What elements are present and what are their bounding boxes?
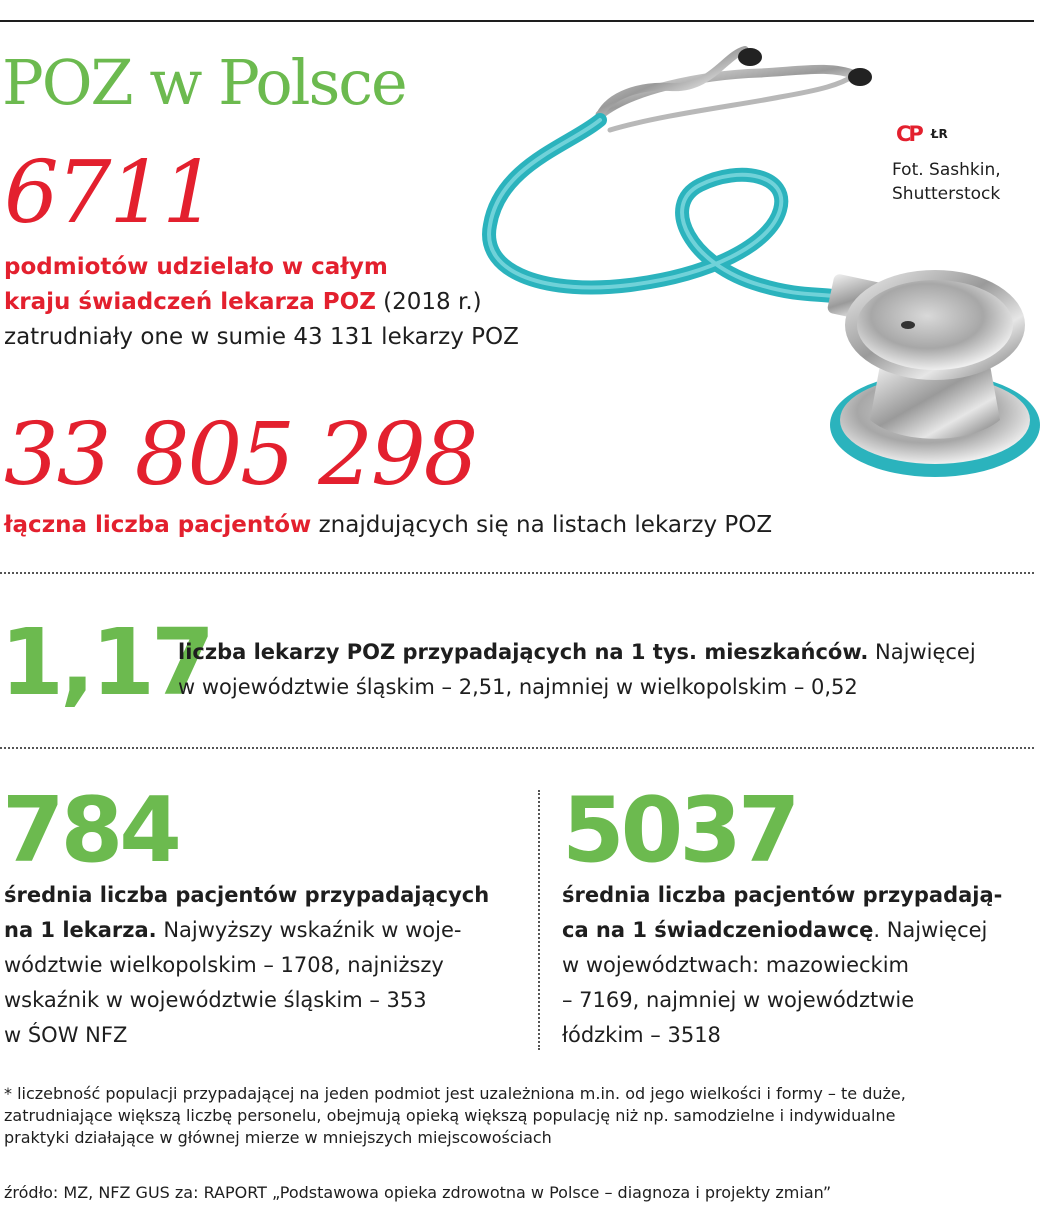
logo-mark: CP: [896, 122, 921, 146]
ppd-line1: średnia liczba pacjentów przypadających: [4, 883, 490, 907]
ppd-line5: w ŚOW NFZ: [4, 1023, 128, 1047]
ppp-line3: w województwach: mazowieckim: [562, 953, 910, 977]
page-title: POZ w Polsce: [2, 46, 406, 119]
doctors-ratio-description: [178, 635, 976, 705]
patients-per-provider-value: 5037: [562, 778, 797, 883]
entities-line2-bold: kraju świadczeń lekarza POZ: [4, 289, 376, 315]
author-initials: ŁR: [930, 127, 948, 141]
doctors-ratio-line1-bold: liczba lekarzy POZ przypadających na 1 tys. mieszkańców.: [178, 640, 869, 664]
patients-per-provider-description: [562, 878, 1002, 1053]
patients-label-rest: znajdujących się na listach lekarzy POZ: [311, 512, 773, 538]
ppp-line1: średnia liczba pacjentów przypadają-: [562, 883, 1003, 907]
ppp-line2-rest: . Najwięcej: [873, 918, 988, 942]
footnote-line1: * liczebność populacji przypadającej na jeden podmiot jest uzależniona m.in. od jego wielkości i formy – te duże,: [4, 1084, 906, 1103]
photo-credit: [892, 158, 1001, 206]
footnote: [4, 1083, 906, 1149]
ppp-line5: łódzkim – 3518: [562, 1023, 721, 1047]
dotted-divider: [0, 747, 1034, 749]
cp-logo: [896, 122, 948, 146]
ppd-line2-bold: na 1 lekarza.: [4, 918, 157, 942]
entities-value: 6711: [4, 143, 215, 243]
top-rule: [0, 20, 1034, 22]
ppd-line4: wskaźnik w województwie śląskim – 353: [4, 988, 427, 1012]
footnote-line2: zatrudniające większą liczbę personelu, obejmują opieką większą populację niż np. samodzielne i indywidualne: [4, 1106, 896, 1125]
entities-line1: podmiotów udzielało w całym: [4, 254, 388, 280]
entities-line2-rest: (2018 r.): [375, 289, 482, 315]
vertical-dotted-divider: [538, 790, 540, 1050]
patients-per-doctor-value: 784: [2, 778, 178, 883]
photo-credit-line2: Shutterstock: [892, 184, 1001, 204]
patients-value: 33 805 298: [4, 405, 477, 505]
entities-line3: zatrudniały one w sumie 43 131 lekarzy POZ: [4, 324, 519, 350]
photo-credit-line1: Fot. Sashkin,: [892, 160, 1001, 180]
patients-per-doctor-description: [4, 878, 489, 1053]
stethoscope-image: [460, 35, 1040, 485]
patients-description: [4, 508, 772, 543]
dotted-divider: [0, 572, 1034, 574]
source-note: źródło: MZ, NFZ GUS za: RAPORT „Podstawowa opieka zdrowotna w Polsce – diagnoza i projekty zmian”: [4, 1183, 832, 1202]
entities-description: [4, 250, 519, 355]
ppp-line4: – 7169, najmniej w województwie: [562, 988, 915, 1012]
footnote-line3: praktyki działające w głównej mierze w mniejszych miejscowościach: [4, 1128, 552, 1147]
ppp-line2-bold: ca na 1 świadczeniodawcę: [562, 918, 874, 942]
ppd-line3: wództwie wielkopolskim – 1708, najniższy: [4, 953, 444, 977]
doctors-ratio-value: 1,17: [0, 609, 211, 716]
patients-label-bold: łączna liczba pacjentów: [4, 512, 312, 538]
doctors-ratio-line2: w województwie śląskim – 2,51, najmniej w wielkopolskim – 0,52: [178, 675, 858, 699]
doctors-ratio-line1-rest: Najwięcej: [868, 640, 976, 664]
ppd-line2-rest: Najwyższy wskaźnik w woje-: [156, 918, 462, 942]
